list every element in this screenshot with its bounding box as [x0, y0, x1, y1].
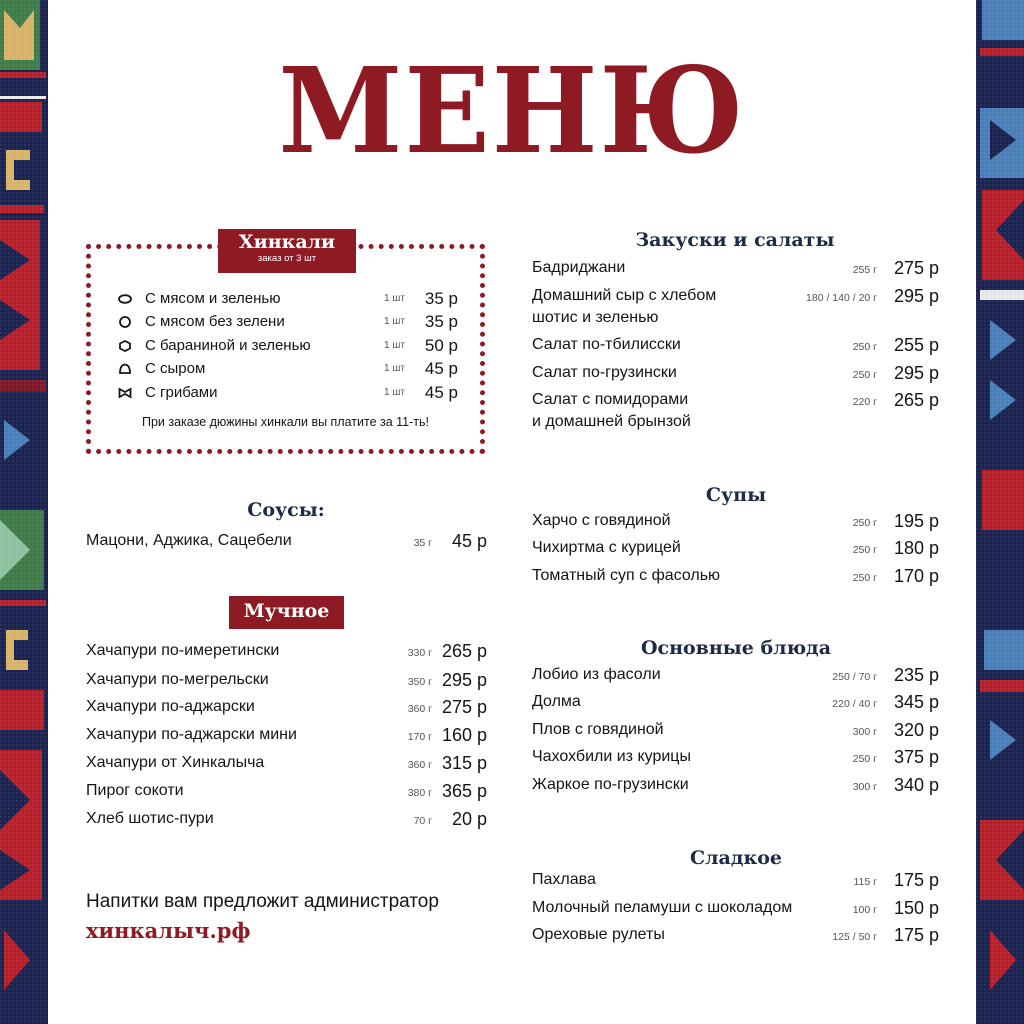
item-price: 50 р [424, 336, 458, 355]
item-weight: 250 г [852, 517, 877, 529]
item-weight: 380 г [407, 787, 432, 799]
item-name: Хачапури по-мегрельски [86, 671, 269, 688]
flour-tag [229, 596, 344, 629]
item-name: Молочный пеламуши с шоколадом [532, 899, 793, 916]
item-name: Жаркое по-грузински [532, 776, 689, 793]
item-name: Ореховые рулеты [532, 926, 665, 943]
item-name-line2: шотис и зеленью [532, 309, 659, 326]
item-price: 175 р [893, 925, 939, 945]
item-name: Томатный суп с фасолью [532, 567, 721, 584]
item-weight: 100 г [852, 904, 877, 916]
item-weight: 1 шт [384, 293, 405, 304]
item-name-line2: и домашней брынзой [532, 413, 691, 430]
oval-shape-icon [118, 293, 132, 305]
khinkali-row [118, 335, 458, 357]
item-price: 35 р [424, 289, 458, 308]
khinkali-note: При заказе дюжины хинкали вы платите за 11-ть! [141, 415, 430, 429]
item-price: 35 р [424, 312, 458, 331]
item-name: Хлеб шотис-пури [86, 810, 214, 827]
item-name: С грибами [145, 384, 218, 401]
item-price: 320 р [893, 720, 939, 740]
item-name: Хачапури по-имеретински [86, 642, 280, 659]
item-name: Салат по-тбилисски [532, 336, 681, 353]
item-weight: 330 г [407, 647, 432, 659]
item-price: 295 р [893, 363, 939, 383]
item-name: Харчо с говядиной [532, 512, 671, 529]
item-price: 340 р [893, 775, 939, 795]
dome-shape-icon [118, 363, 132, 375]
item-name: Долма [532, 693, 581, 710]
item-name: Плов с говядиной [532, 721, 664, 738]
item-weight: 300 г [852, 781, 877, 793]
khinkali-row [118, 358, 458, 380]
desserts-title: Сладкое [690, 847, 782, 869]
khinkali-title: Хинкали [238, 231, 336, 253]
khinkali-row [118, 382, 458, 404]
item-weight: 300 г [852, 726, 877, 738]
mains-title: Основные блюда [640, 637, 832, 659]
item-price: 195 р [893, 511, 939, 531]
item-price: 20 р [451, 809, 487, 829]
menu-title: МЕНЮ [278, 41, 746, 180]
item-price: 275 р [893, 258, 939, 278]
item-price: 315 р [441, 753, 487, 773]
item-price: 170 р [893, 566, 939, 586]
drinks-note: Напитки вам предложит администратор [86, 891, 439, 912]
item-weight: 170 г [407, 731, 432, 743]
item-weight: 115 г [853, 876, 877, 888]
item-name: С сыром [145, 360, 206, 377]
item-weight: 250 г [852, 341, 877, 353]
khinkali-tag [218, 229, 356, 273]
item-price: 265 р [893, 390, 939, 410]
item-price: 150 р [893, 898, 939, 918]
item-weight: 1 шт [384, 340, 405, 351]
website-link[interactable]: хинкалыч.рф [86, 918, 251, 943]
item-name: Мацони, Аджика, Сацебели [86, 532, 292, 549]
item-weight: 360 г [407, 759, 432, 771]
item-price: 295 р [893, 286, 939, 306]
item-weight: 250 г [852, 572, 877, 584]
item-price: 235 р [893, 665, 939, 685]
item-name: Лобио из фасоли [532, 666, 661, 683]
item-price: 275 р [441, 697, 487, 717]
item-price: 180 р [893, 538, 939, 558]
item-name: С мясом и зеленью [145, 290, 281, 307]
item-price: 295 р [441, 670, 487, 690]
item-name: Чахохбили из курицы [532, 748, 691, 765]
khinkali-row [118, 311, 458, 333]
sauces-title: Соусы: [247, 499, 325, 521]
item-price: 365 р [441, 781, 487, 801]
item-name: Домашний сыр с хлебом [532, 287, 717, 304]
item-name: С мясом без зелени [145, 313, 285, 330]
menu-item [532, 389, 939, 433]
circle-shape-icon [118, 316, 132, 328]
item-weight: 250 г [852, 753, 877, 765]
item-weight: 255 г [852, 264, 877, 276]
item-price: 255 р [893, 335, 939, 355]
item-name: Салат по-грузински [532, 364, 677, 381]
item-weight: 220 г [852, 396, 877, 408]
item-weight: 70 г [413, 815, 432, 827]
menu-item [532, 285, 939, 329]
item-name: Пирог сокоти [86, 782, 184, 799]
flour-title: Мучное [243, 600, 330, 622]
item-name: Пахлава [532, 871, 596, 888]
bowtie-shape-icon [118, 387, 132, 399]
item-price: 45 р [424, 359, 458, 378]
item-price: 45 р [451, 531, 487, 551]
item-price: 160 р [441, 725, 487, 745]
item-weight: 180 / 140 / 20 г [806, 292, 877, 304]
item-weight: 360 г [407, 703, 432, 715]
item-price: 175 р [893, 870, 939, 890]
khinkali-row [118, 288, 458, 310]
item-name: Хачапури по-аджарски [86, 698, 255, 715]
item-weight: 1 шт [384, 387, 405, 398]
item-name: Хачапури по-аджарски мини [86, 726, 297, 743]
item-price: 265 р [441, 641, 487, 661]
item-name: Чихиртма с курицей [532, 539, 681, 556]
soups-title: Супы [705, 484, 767, 506]
item-weight: 250 г [852, 544, 877, 556]
item-weight: 220 / 40 г [832, 698, 877, 710]
item-name: Хачапури от Хинкалыча [86, 754, 265, 771]
item-name: Бадриджани [532, 259, 626, 276]
snacks-title: Закуски и салаты [635, 229, 835, 251]
item-weight: 1 шт [384, 363, 405, 374]
item-price: 375 р [893, 747, 939, 767]
khinkali-subtitle: заказ от 3 шт [257, 253, 317, 264]
item-weight: 350 г [407, 676, 432, 688]
item-weight: 250 г [852, 369, 877, 381]
hexagon-shape-icon [118, 340, 132, 352]
item-weight: 35 г [413, 537, 432, 549]
item-name: С бараниной и зеленью [145, 337, 311, 354]
item-weight: 250 / 70 г [832, 671, 877, 683]
item-weight: 1 шт [384, 316, 405, 327]
item-price: 345 р [893, 692, 939, 712]
item-name: Салат с помидорами [532, 391, 689, 408]
item-price: 45 р [424, 383, 458, 402]
item-weight: 125 / 50 г [832, 931, 877, 943]
